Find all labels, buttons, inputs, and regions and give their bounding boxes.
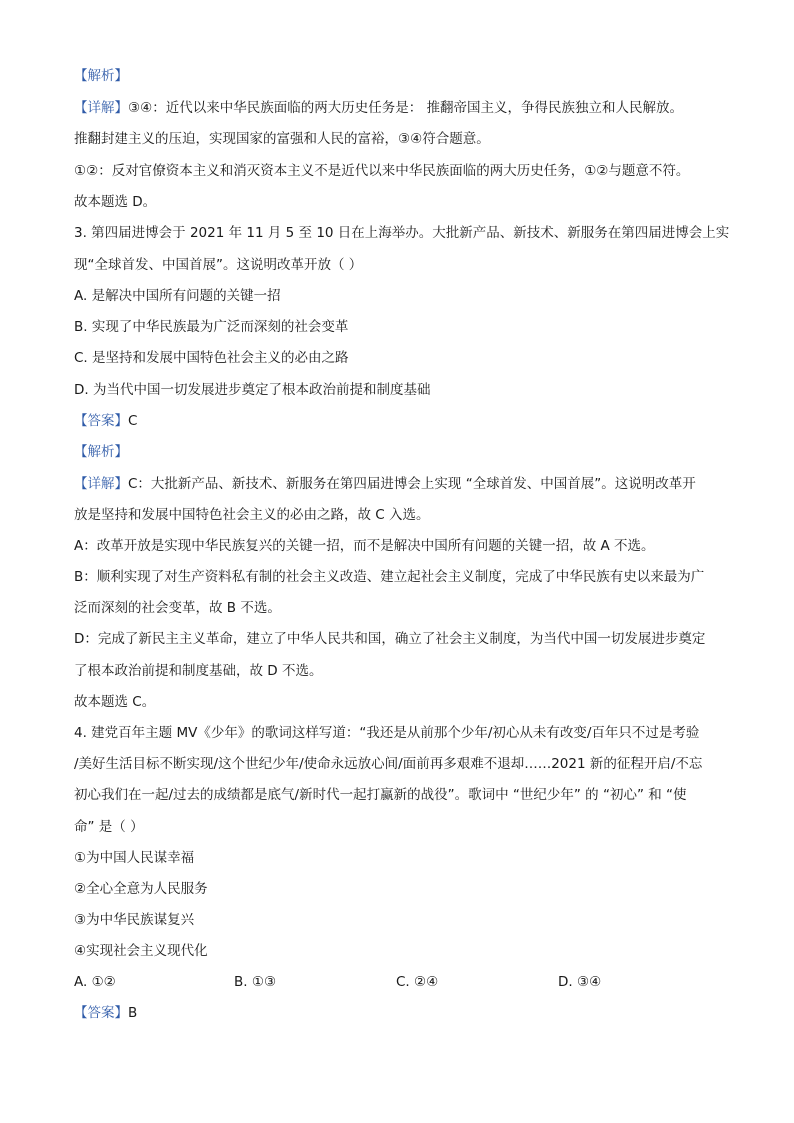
q4-choice-a: A. ①② <box>74 974 116 990</box>
q3-analysis-tag: 【解析】 <box>74 444 128 460</box>
detail-tag: 【详解】 <box>74 100 128 116</box>
q2-detail-line-4: 故本题选 D。 <box>74 194 157 210</box>
q3-detail-line-2: 放是坚持和发展中国特色社会主义的必由之路，故 C 入选。 <box>74 507 430 523</box>
q4-choices <box>74 972 694 992</box>
q4-stem-line-2: /美好生活目标不断实现/这个世纪少年/使命永远放心间/面前再多艰难不退却……2021 新的征程开启/不忘 <box>74 756 703 772</box>
answer-tag: 【答案】 <box>74 413 128 429</box>
analysis-tag: 【解析】 <box>74 68 128 84</box>
answer-tag: 【答案】 <box>74 1005 128 1021</box>
q4-answer <box>74 1003 137 1023</box>
q4-stem-line-4: 命” 是（ ） <box>74 819 144 835</box>
q4-choice-d: D. ③④ <box>558 974 602 990</box>
q3-option-d: D. 为当代中国一切发展进步奠定了根本政治前提和制度基础 <box>74 382 431 398</box>
q3-stem-line-1: 3. 第四届进博会于 2021 年 11 月 5 至 10 日在上海举办。大批新产品、新技术、新服务在第四届进博会上实 <box>74 225 730 241</box>
q3-option-a: A. 是解决中国所有问题的关键一招 <box>74 288 281 304</box>
q4-item-4: ④实现社会主义现代化 <box>74 943 208 959</box>
q2-detail-line-2: 推翻封建主义的压迫，实现国家的富强和人民的富裕，③④符合题意。 <box>74 131 490 147</box>
q4-stem-line-1: 4. 建党百年主题 MV《少年》的歌词这样写道：“我还是从前那个少年/初心从未有改变/百年只不过是考验 <box>74 725 700 741</box>
q3-detail-line-4: B：顺利实现了对生产资料私有制的社会主义改造、建立起社会主义制度，完成了中华民族有史以来最为广 <box>74 569 705 585</box>
q4-choice-b: B. ①③ <box>234 974 277 990</box>
q4-item-3: ③为中华民族谋复兴 <box>74 912 195 928</box>
q3-detail-text-1: C：大批新产品、新技术、新服务在第四届进博会上实现 “全球首发、中国首展”。这说明改革开 <box>128 476 696 492</box>
q2-detail-line-3: ①②：反对官僚资本主义和消灭资本主义不是近代以来中华民族面临的两大历史任务，①②与题意不符。 <box>74 163 690 179</box>
q4-item-1: ①为中国人民谋幸福 <box>74 850 195 866</box>
q4-choice-c: C. ②④ <box>396 974 439 990</box>
q3-answer-value: C <box>128 413 138 429</box>
q3-detail-line-5: 泛而深刻的社会变革，故 B 不选。 <box>74 600 281 616</box>
q3-detail-line-6: D：完成了新民主主义革命，建立了中华人民共和国，确立了社会主义制度，为当代中国一切发展进步奠定 <box>74 631 706 647</box>
detail-tag: 【详解】 <box>74 476 128 492</box>
q3-option-b: B. 实现了中华民族最为广泛而深刻的社会变革 <box>74 319 349 335</box>
q3-stem-line-2: 现“全球首发、中国首展”。这说明改革开放（ ） <box>74 257 363 273</box>
q3-detail-line-7: 了根本政治前提和制度基础，故 D 不选。 <box>74 663 323 679</box>
q3-detail-line-1 <box>74 474 696 494</box>
q2-detail-line-1 <box>74 98 683 118</box>
q3-option-c: C. 是坚持和发展中国特色社会主义的必由之路 <box>74 350 349 366</box>
q3-detail-line-3: A：改革开放是实现中华民族复兴的关键一招，而不是解决中国所有问题的关键一招，故 A 不选。 <box>74 538 655 554</box>
q4-answer-value: B <box>128 1005 138 1021</box>
q2-detail-text-1: ③④：近代以来中华民族面临的两大历史任务是： 推翻帝国主义，争得民族独立和人民解放。 <box>128 100 683 116</box>
q4-stem-line-3: 初心我们在一起/过去的成绩都是底气/新时代一起打赢新的战役”。歌词中 “世纪少年” 的 “初心” 和 “使 <box>74 787 687 803</box>
q3-detail-line-8: 故本题选 C。 <box>74 694 156 710</box>
q3-answer <box>74 411 137 431</box>
q4-item-2: ②全心全意为人民服务 <box>74 881 208 897</box>
